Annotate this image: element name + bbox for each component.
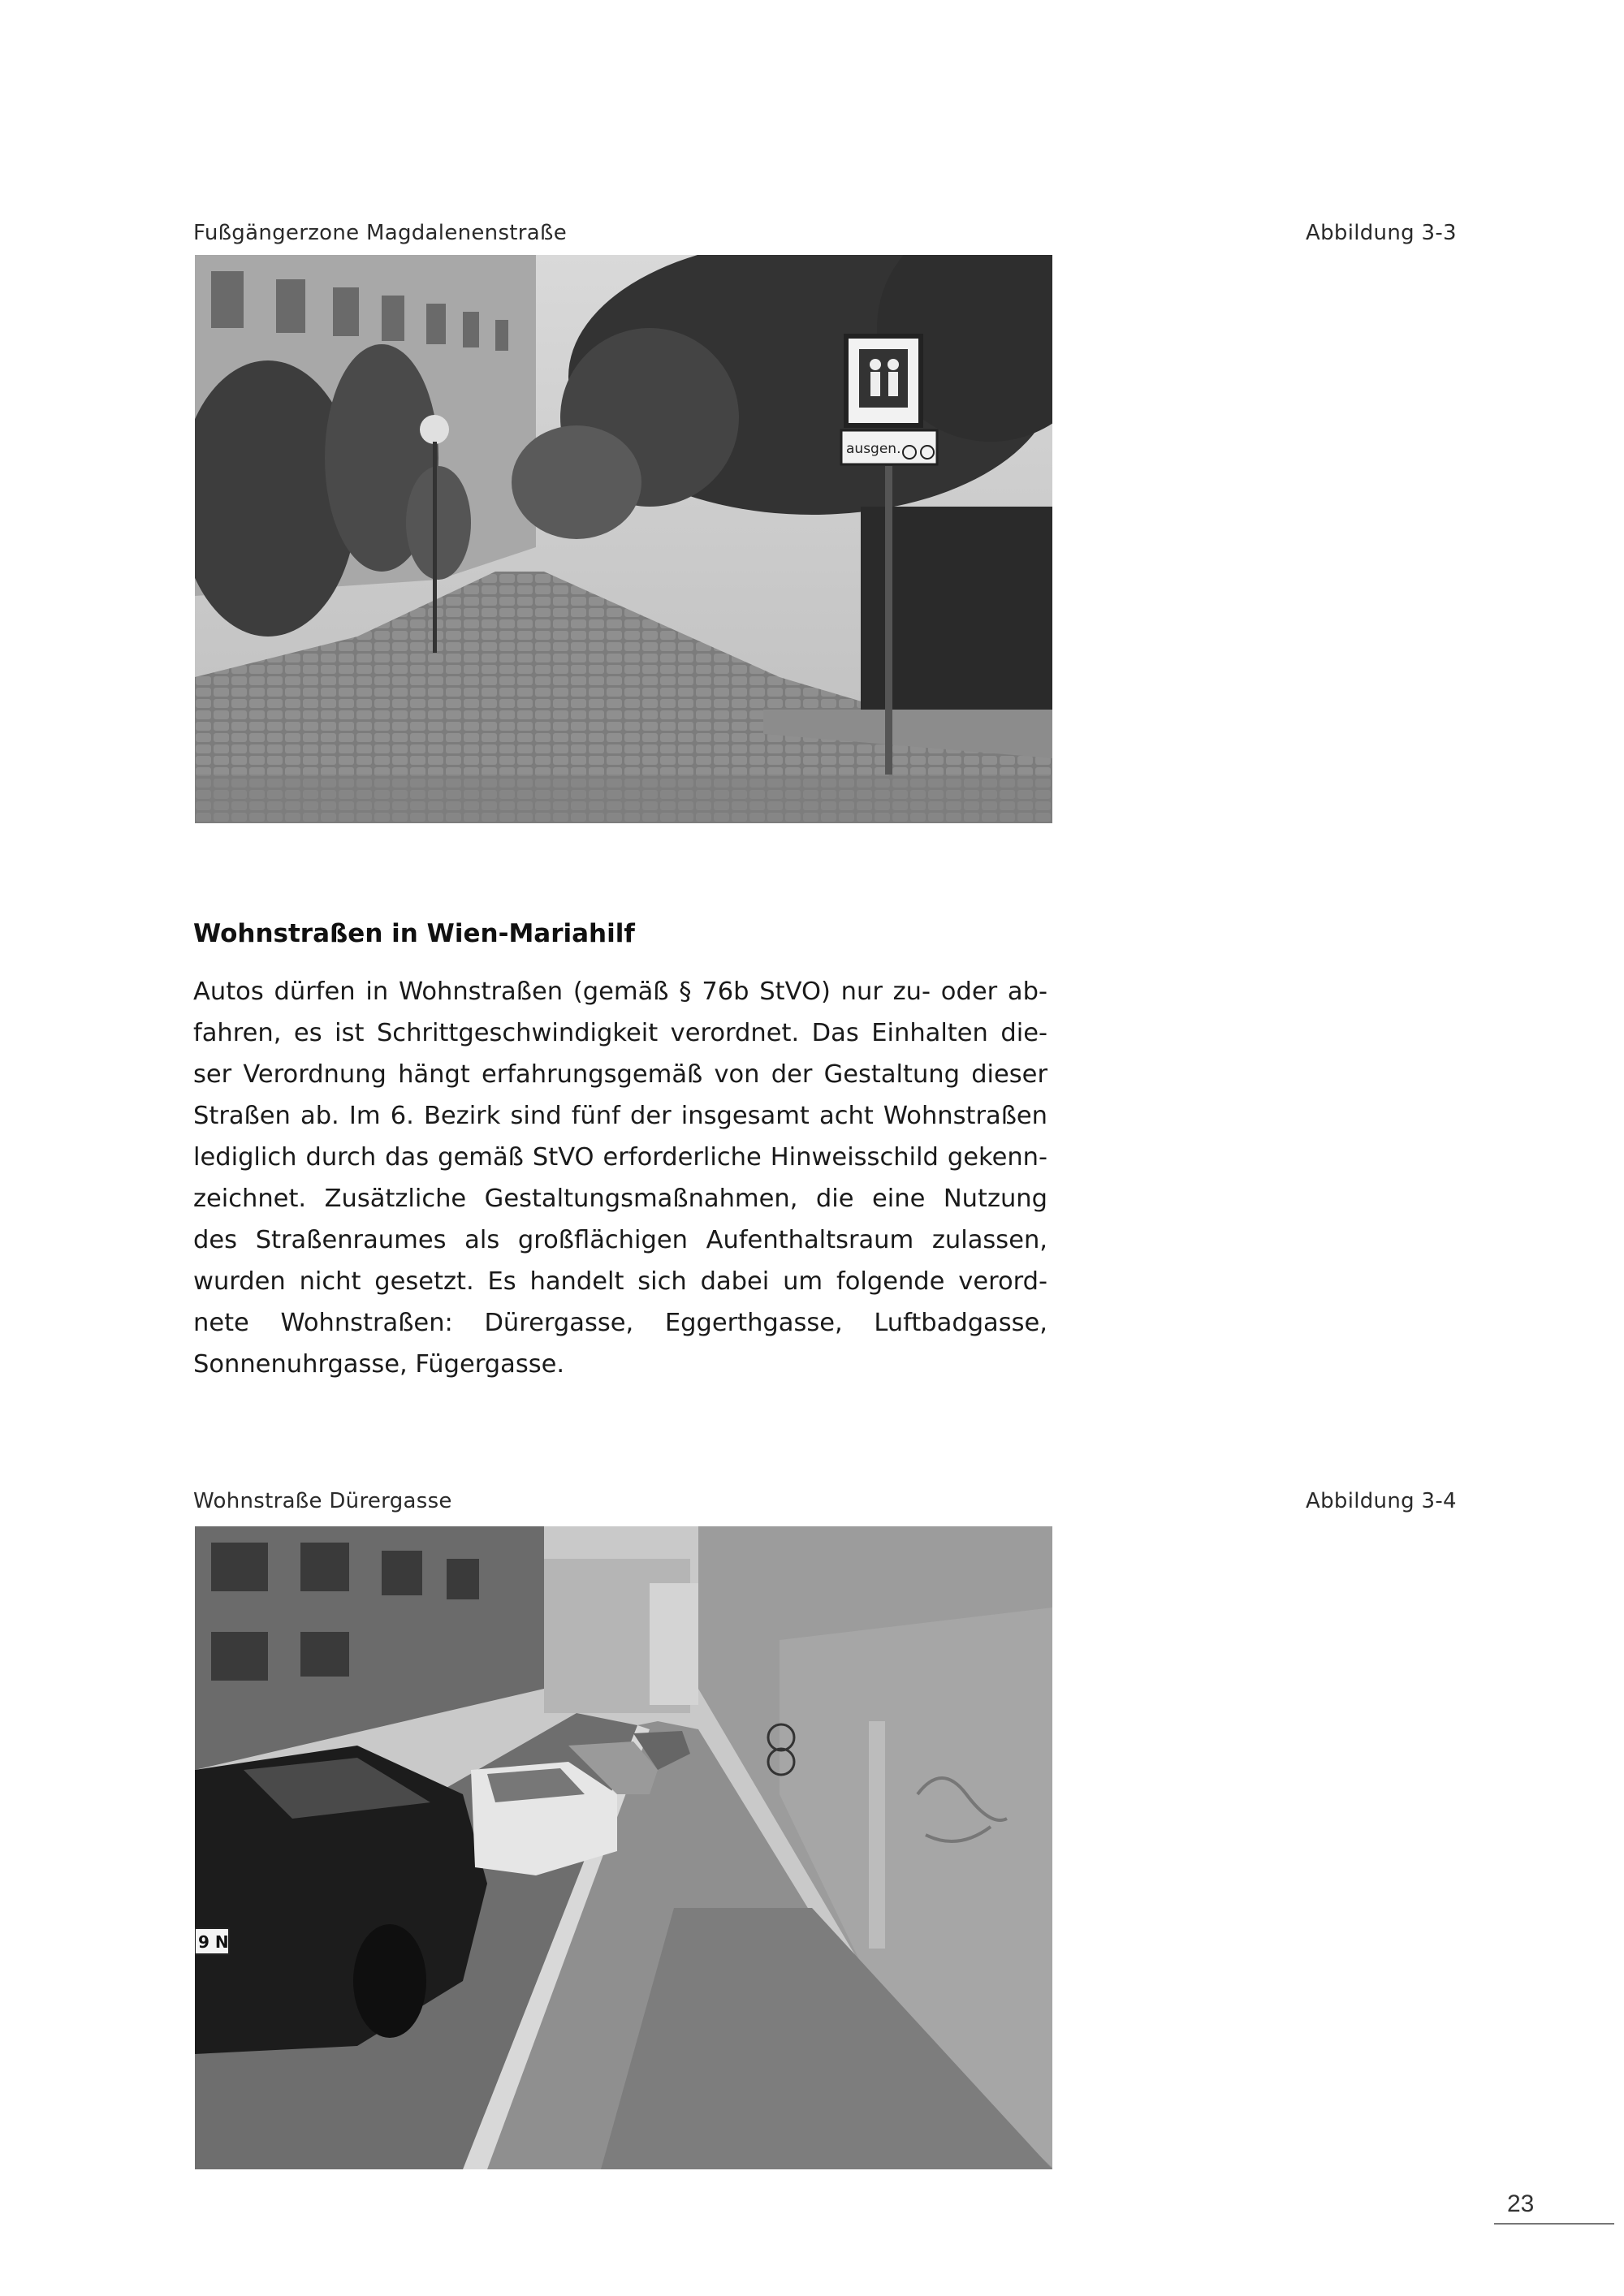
figure-number: Abbildung 3-4 bbox=[1306, 1489, 1457, 1513]
body-line: Sonnenuhrgasse, Fügergasse. bbox=[193, 1350, 565, 1379]
figure-caption-left: Wohnstraße Dürergasse bbox=[193, 1489, 452, 1513]
body-line: lediglich durch das gemäß StVO erforderliche Hinweisschild gekenn- bbox=[193, 1143, 1047, 1172]
sign-text: ausgen. bbox=[846, 441, 901, 457]
page-number: 23 bbox=[1507, 2190, 1535, 2217]
photo-pedestrian-zone bbox=[195, 255, 1052, 823]
body-line: des Straßenraumes als großflächigen Aufenthaltsraum zulassen, bbox=[193, 1226, 1047, 1254]
body-line: wurden nicht gesetzt. Es handelt sich dabei um folgende verord- bbox=[193, 1267, 1047, 1296]
body-line: Straßen ab. Im 6. Bezirk sind fünf der insgesamt acht Wohnstraßen bbox=[193, 1102, 1047, 1130]
page-number-rule bbox=[1494, 2223, 1614, 2225]
body-line: fahren, es ist Schrittgeschwindigkeit verordnet. Das Einhalten die- bbox=[193, 1019, 1047, 1047]
figure-caption-left: Fußgängerzone Magdalenenstraße bbox=[193, 221, 568, 245]
photo-residential-street bbox=[195, 1526, 1052, 2169]
body-line: ser Verordnung hängt erfahrungsgemäß von der Gestaltung dieser bbox=[193, 1060, 1047, 1089]
body-line: nete Wohnstraßen: Dürergasse, Eggerthgasse, Luftbadgasse, bbox=[193, 1309, 1047, 1337]
body-paragraph bbox=[193, 971, 1047, 1385]
body-line: zeichnet. Zusätzliche Gestaltungsmaßnahmen, die eine Nutzung bbox=[193, 1185, 1047, 1213]
body-line: Autos dürfen in Wohnstraßen (gemäß § 76b StVO) nur zu- oder ab- bbox=[193, 978, 1047, 1006]
license-plate-text: 9 N bbox=[198, 1932, 229, 1952]
figure-number: Abbildung 3-3 bbox=[1306, 221, 1457, 245]
section-heading: Wohnstraßen in Wien-Mariahilf bbox=[193, 919, 635, 948]
